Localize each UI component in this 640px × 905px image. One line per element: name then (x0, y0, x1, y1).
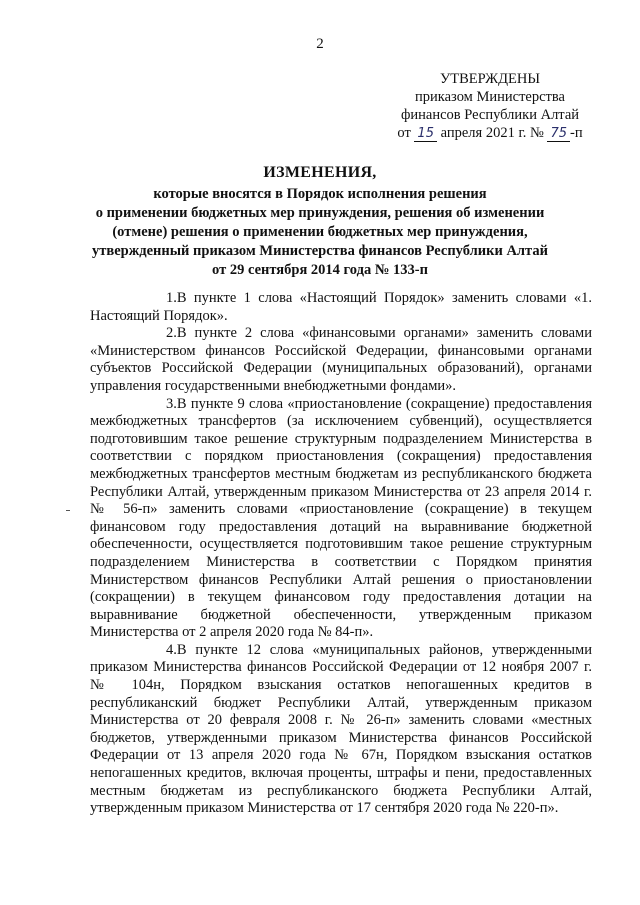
document-body (90, 290, 592, 818)
item-number: 1. (166, 290, 177, 306)
item-number: 3. (166, 395, 177, 412)
item-text: В пункте 1 слова «Настоящий Порядок» заменить словами «1. Настоящий Порядок». (90, 290, 592, 324)
page-number: 2 (316, 36, 324, 52)
item-number: 2. (166, 325, 177, 342)
approval-block (380, 70, 600, 142)
approval-order-line: приказом Министерства (415, 89, 565, 105)
item-number: 4. (166, 641, 177, 658)
approval-ministry-line: финансов Республики Алтай (400, 107, 580, 123)
approval-title: УТВЕРЖДЕНЫ (439, 71, 541, 87)
item-text: В пункте 9 слова «приостановление (сокращение) предоставления межбюджетных трансфертов (за исключением субвенций), осуществляется подготовившим такое решение структурным подразделением Министерства в соответствии с порядком приостановления (сокращения) предоставления межбюджетных трансфертов местным бюджетам из республиканского бюджета Республики Алтай, утвержденным приказом Министерства от 23 апреля 2014 г. № 56-п» заменить словами «приостановление (сокращение) в текущем финансовом году предоставления дотаций на выравнивание бюджетной обеспеченности, осуществляется подготовившим такое решение структурным подразделением Министерства в соответствии с Порядком принятия Министерством финансов Республики Алтай решения о приостановлении (сокращении) в текущем финансовом году предоставления дотации на выравнивание бюджетной обеспеченности, утвержденным приказом Министерства от 2 апреля 2020 года № 84-п». (90, 395, 592, 641)
handwritten-order-number: 75 (547, 127, 570, 142)
item-text: В пункте 12 слова «муниципальных районов, утвержденными приказом Министерства финансов Российской Федерации от 12 ноября 2007 г. № 104н, Порядком взыскания остатков непогашенных кредитов в республиканский бюджет Республики Алтай, утвержденным приказом Министерства от 20 февраля 2008 г. № 26-п» заменить словами «местных бюджетов, утвержденными приказом Министерства финансов Российской Федерации от 13 апреля 2020 года № 67н, Порядком взыскания остатков непогашенных кредитов, включая проценты, штрафы и пени, предоставленных местным бюджетам из республиканского бюджета Республики Алтай, утвержденным приказом Министерства от 17 сентября 2020 года № 220-п». (90, 641, 592, 817)
approval-date-line (380, 124, 600, 142)
document-title: ИЗМЕНЕНИЯ, (263, 164, 377, 181)
order-suffix: -п (570, 125, 583, 141)
date-prefix: от (397, 125, 411, 141)
list-item (90, 325, 592, 395)
handwritten-day: 15 (414, 127, 437, 142)
heading-line: которые вносятся в Порядок исполнения решения (153, 186, 487, 202)
list-item (90, 290, 592, 325)
heading-line: о применении бюджетных мер принуждения, решения об изменении (95, 205, 545, 221)
heading-line: утвержденный приказом Министерства финансов Республики Алтай (92, 243, 548, 259)
date-rest: апреля 2021 г. № (440, 125, 544, 141)
document-heading (80, 163, 560, 280)
heading-line: от 29 сентября 2014 года № 133-п (212, 262, 428, 278)
item-text: В пункте 2 слова «финансовыми органами» заменить словами «Министерством финансов Российской Федерации, финансовыми органами субъектов Российской Федерации (муниципальных образований), органами управления государственными внебюджетными фондами». (90, 325, 592, 394)
list-item (90, 642, 592, 818)
margin-mark (66, 510, 70, 511)
heading-line: (отмене) решения о применении бюджетных мер принуждения, (112, 224, 528, 240)
list-item (90, 396, 592, 642)
